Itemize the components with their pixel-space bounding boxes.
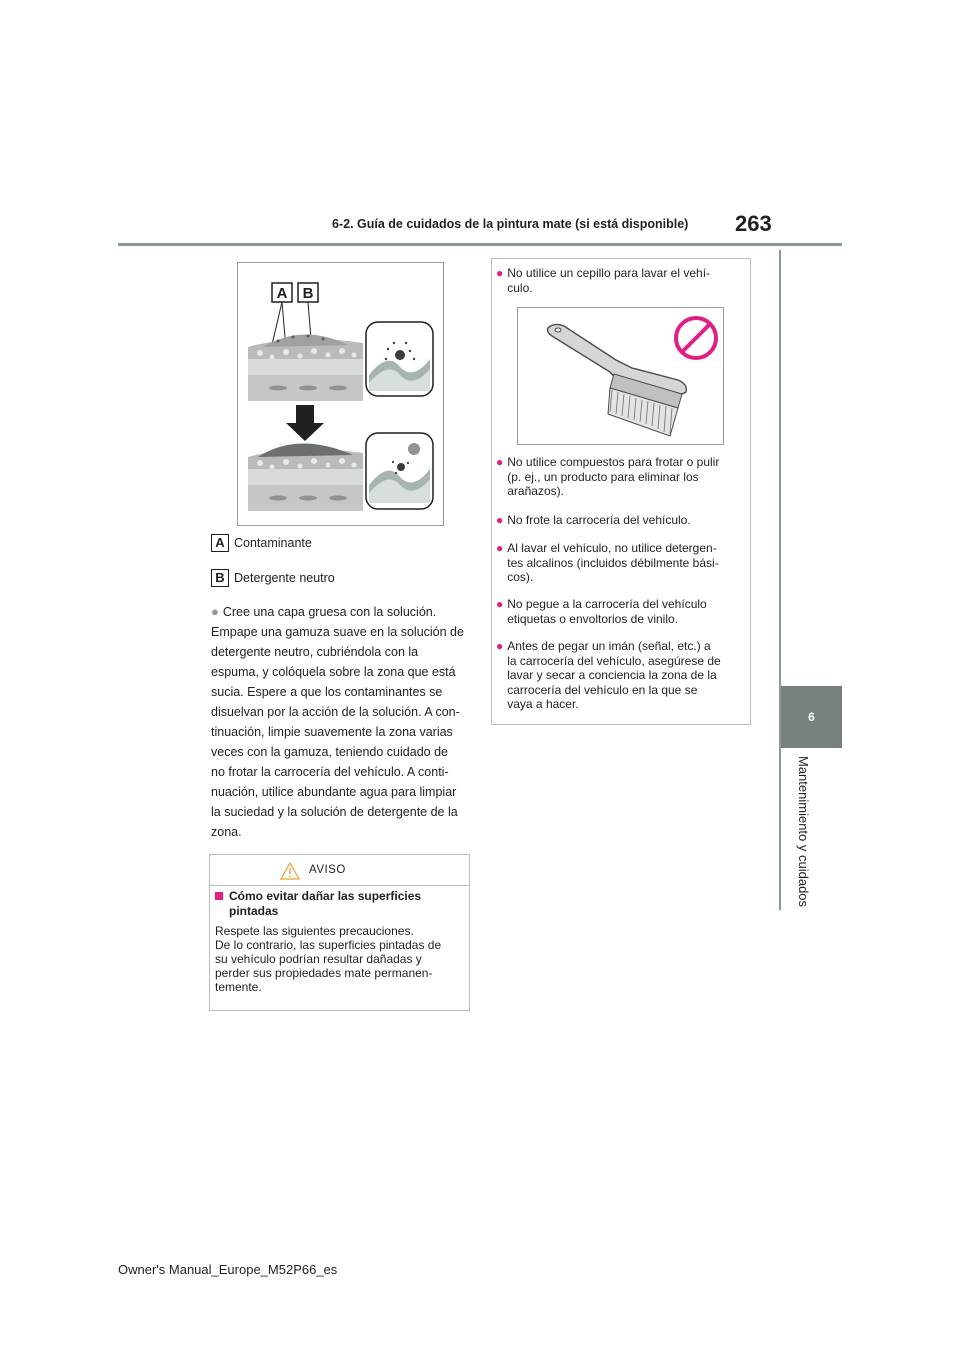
bullet-icon: ●	[496, 513, 504, 527]
page-number: 263	[735, 211, 772, 236]
body-line-6: tinuación, limpie suavemente la zona varias	[211, 725, 453, 739]
warning-header	[210, 855, 469, 886]
square-bullet-icon	[215, 892, 223, 900]
legend-label-b: Detergente neutro	[234, 571, 335, 585]
precaution-item: ● No pegue a la carrocería del vehículo etiquetas o envoltorios de vinilo.	[496, 597, 707, 626]
bullet-icon: ●	[496, 455, 504, 469]
header-rule	[118, 243, 842, 246]
brush-figure	[518, 308, 723, 444]
precaution-item: ● No utilice un cepillo para lavar el vehí- culo.	[496, 266, 711, 295]
precaution-item: ● Antes de pegar un imán (señal, etc.) a la carrocería del vehículo, asegúrese de lavar y secar a conciencia la zona de la carrocería del vehículo en la que se vaya a hacer.	[496, 639, 721, 711]
body-line-8: no frotar la carrocería del vehículo. A conti-	[211, 765, 449, 779]
bullet-icon: ●	[496, 639, 504, 653]
precaution-item: ● No frote la carrocería del vehículo.	[496, 513, 691, 527]
precaution-item: ● Al lavar el vehículo, no utilice detergen- tes alcalinos (incluidos débilmente bási- cos).	[496, 541, 719, 584]
body-line-10: la suciedad y la solución de detergente de la	[211, 805, 458, 819]
warning-subtitle: Cómo evitar dañar las superficies pintadas	[215, 889, 465, 919]
legend-label-a: Contaminante	[234, 536, 312, 550]
bullet-icon: ●	[496, 541, 504, 555]
callout-a-label: A	[276, 285, 288, 302]
chapter-tab[interactable]: 6	[781, 686, 842, 748]
paint-layer-diagram	[238, 263, 443, 525]
body-line-11: zona.	[211, 825, 242, 839]
side-divider	[779, 250, 781, 910]
warning-line: De lo contrario, las superficies pintadas de	[215, 938, 442, 952]
warning-line: perder sus propiedades mate permanen-	[215, 966, 433, 980]
top-zoom-detail	[366, 322, 433, 396]
chapter-title: Mantenimiento y cuidados	[796, 756, 811, 908]
warning-line: temente.	[215, 980, 262, 994]
brush-prohibited-illustration	[517, 307, 724, 445]
prohibited-icon	[676, 318, 716, 358]
footer-manual-id: Owner's Manual_Europe_M52P66_es	[118, 1262, 338, 1277]
body-line-3: espuma, y colóquela sobre la zona que está	[211, 665, 456, 679]
bottom-zoom-detail	[366, 433, 433, 509]
bullet-icon: ●	[211, 604, 219, 619]
precautions-box	[491, 258, 751, 725]
warning-triangle-icon	[280, 862, 300, 880]
body-line-5: disuelvan por la acción de la solución. A con-	[211, 705, 460, 719]
body-line-7: veces con la gamuza, teniendo cuidado de	[211, 745, 448, 759]
body-line-0: ● Cree una capa gruesa con la solución.	[211, 604, 437, 619]
legend-item-b	[211, 569, 335, 587]
warning-line: su vehículo podrían resultar dañadas y	[215, 952, 422, 966]
contaminant-illustration	[237, 262, 444, 526]
warning-box	[209, 854, 470, 1011]
top-surface-block	[248, 334, 363, 401]
section-title: 6-2. Guía de cuidados de la pintura mate (si está disponible)	[332, 217, 689, 231]
body-line-9: nuación, utilice abundante agua para limpiar	[211, 785, 457, 799]
warning-title: AVISO	[309, 864, 346, 876]
body-line-4: sucia. Espere a que los contaminantes se	[211, 685, 443, 699]
bottom-surface-block	[248, 443, 363, 511]
legend-item-a	[211, 534, 312, 552]
warning-text	[215, 924, 465, 994]
bullet-icon: ●	[496, 597, 504, 611]
body-paragraph	[211, 602, 471, 842]
precaution-item: ● No utilice compuestos para frotar o pulir (p. ej., un producto para eliminar los arañazos).	[496, 455, 720, 498]
legend-key-b: B	[211, 569, 229, 587]
down-arrow-icon	[286, 405, 324, 441]
callout-b-label: B	[302, 285, 314, 302]
body-line-1: Empape una gamuza suave en la solución de	[211, 625, 464, 639]
bullet-icon: ●	[496, 266, 504, 280]
warning-line: Respete las siguientes precauciones.	[215, 924, 414, 938]
legend-key-a: A	[211, 534, 229, 552]
body-line-2: detergente neutro, cubriéndola con la	[211, 645, 419, 659]
